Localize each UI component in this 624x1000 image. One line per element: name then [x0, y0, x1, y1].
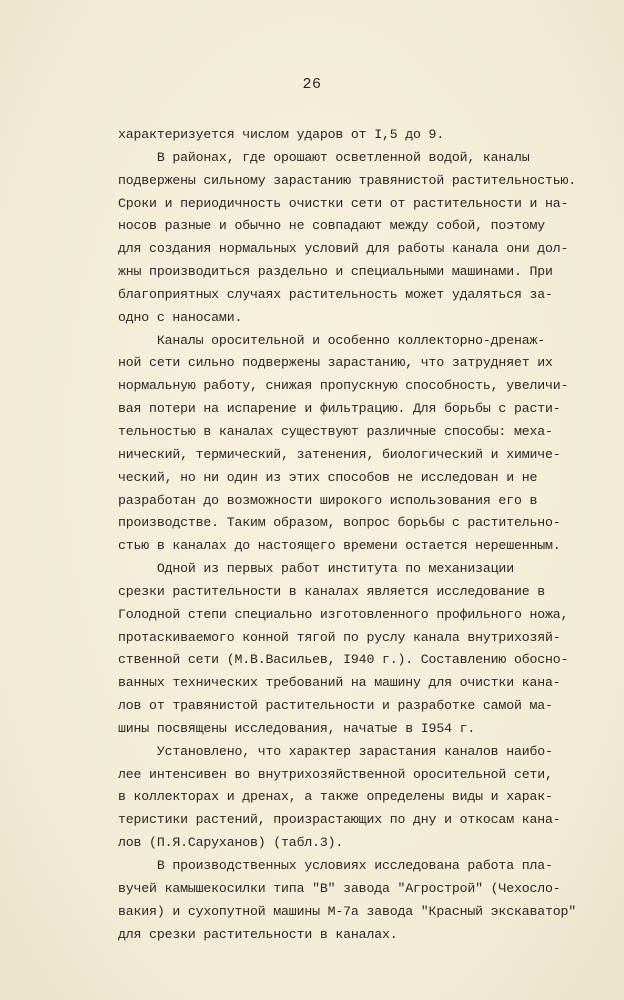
text-line: одно с наносами. [118, 309, 243, 325]
text-line: тельностью в каналах существуют различные способы: меха- [118, 423, 553, 439]
text-line: протаскиваемого конной тягой по руслу канала внутрихозяй- [118, 629, 561, 645]
text-line: для создания нормальных условий для работы канала они дол- [118, 241, 569, 257]
text-line: Установлено, что характер зарастания каналов наибо- [118, 743, 553, 759]
text-line: нормальную работу, снижая пропускную способность, увеличи- [118, 378, 569, 394]
page-number: 26 [302, 76, 322, 93]
text-line: В районах, где орошают осветленной водой, каналы [118, 149, 530, 165]
text-line: в коллекторах и дренах, а также определены виды и харак- [118, 789, 553, 805]
text-line: жны производиться раздельно и специальными машинами. При [118, 264, 553, 280]
text-line: для срезки растительности в каналах. [118, 926, 398, 942]
text-line: теристики растений, произрастающих по дну и откосам кана- [118, 812, 561, 828]
text-line: лов от травянистой растительности и разработке самой ма- [118, 698, 553, 714]
text-line: Сроки и периодичность очистки сети от растительности и на- [118, 195, 569, 211]
text-line: Одной из первых работ института по механизации [118, 561, 514, 577]
text-line: разработан до возможности широкого использования его в [118, 492, 538, 508]
text-line: В производственных условиях исследована работа пла- [118, 858, 553, 873]
text-line: благоприятных случаях растительность может удаляться за- [118, 286, 553, 302]
text-line: шины посвящены исследования, начатые в I954 г. [118, 720, 476, 736]
text-line: нический, термический, затенения, биологический и химиче- [118, 446, 561, 462]
text-line: носов разные и обычно не совпадают между собой, поэтому [118, 218, 546, 234]
text-line: Каналы оросительной и особенно коллекторно-дренаж- [118, 332, 546, 348]
text-line: подвержены сильному зарастанию травянистой растительностью. [118, 172, 577, 188]
text-line: лее интенсивен во внутрихозяйственной оросительной сети, [118, 766, 553, 782]
text-line: вая потери на испарение и фильтрацию. Для борьбы с расти- [118, 401, 561, 417]
text-line: Голодной степи специально изготовленного профильного ножа, [118, 606, 569, 622]
text-line: лов (П.Я.Саруханов) (табл.3). [118, 835, 344, 851]
text-line: вакия) и сухопутной машины М-7а завода "Красный экскаватор" [118, 903, 577, 919]
text-line: ванных технических требований на машину для очистки кана- [118, 675, 561, 691]
text-line: производстве. Таким образом, вопрос борьбы с растительно- [118, 515, 561, 531]
text-line: ной сети сильно подвержены зарастанию, что затрудняет их [118, 355, 553, 371]
text-line: стью в каналах до настоящего времени остается нерешенным. [118, 538, 561, 554]
text-line: характеризуется числом ударов от I,5 до 9. [118, 127, 445, 142]
body-text [118, 124, 618, 946]
text-line: ственной сети (М.В.Васильев, I940 г.). Составлению обосно- [118, 652, 569, 668]
text-line: срезки растительности в каналах является исследование в [118, 583, 546, 599]
text-line: вучей камышекосилки типа "В" завода "Агрострой" (Чехосло- [118, 880, 561, 896]
text-line: ческий, но ни один из этих способов не исследован и не [118, 469, 538, 485]
